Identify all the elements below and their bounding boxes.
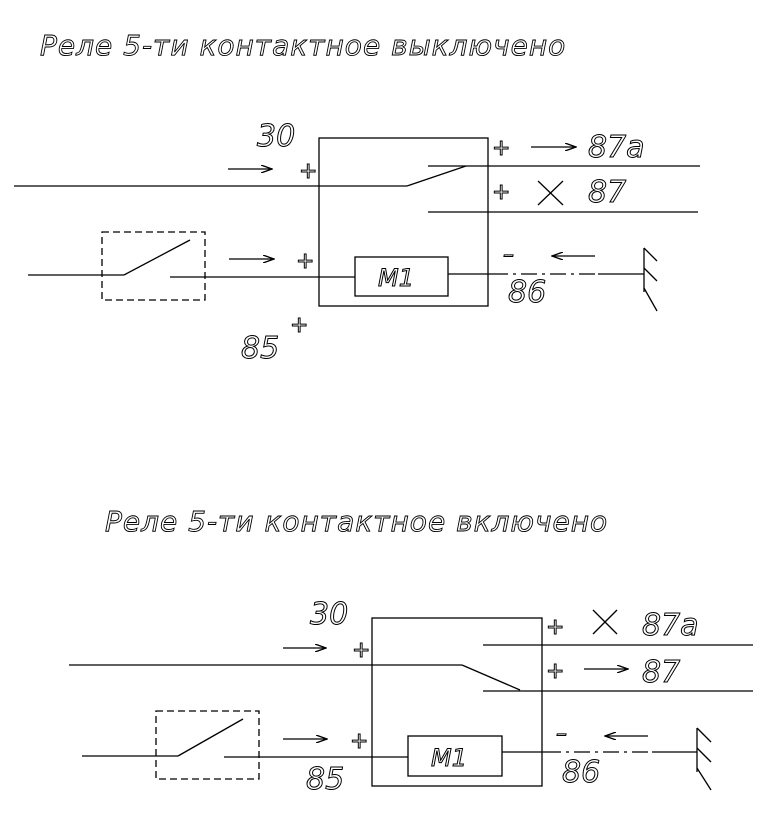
relay-on-ground-icon [697,728,711,790]
relay-off-plus-30: + [299,159,318,184]
relay-off-terminal-87a-label: 87a [588,130,645,165]
relay-on-ext-switch-blade [178,719,243,756]
relay-off-minus-86: – [503,243,514,268]
relay-on-coil-label: M1 [431,744,467,772]
relay-off-terminal-86-label: 86 [508,275,547,310]
relay-off-plus-85: + [290,313,309,338]
relay-on-switch-contact [462,665,520,690]
relay-on-terminal-30-label: 30 [310,597,349,632]
relay-off-coil-label: M1 [378,264,414,292]
relay-off-terminal-85-label: 85 [241,331,280,366]
relay-off-plus-87a: + [492,136,511,161]
relay-on-plus-30: + [352,638,371,663]
relay-on-diagram [69,505,753,797]
relay-on-terminal-87-label: 87 [642,655,681,690]
relay-on-plus-87a: + [546,615,565,640]
relay-off-terminal-30-label: 30 [257,119,296,154]
relay-off-terminal-87-label: 87 [588,175,627,210]
relay-off-switch-contact [407,166,466,186]
relay-off-cross-87 [538,181,563,205]
relay-on-terminal-87a-label: 87a [642,608,699,643]
relay-on-cross-87a [593,610,617,634]
relay-on-minus-86: – [556,722,567,747]
relay-off-plus-87: + [492,180,511,205]
relay-on-plus-87: + [546,659,565,684]
relay-on-ext-switch-box [156,711,259,779]
relay-off-ext-switch-blade [124,240,190,275]
relay-off-ground-icon [644,248,657,311]
relay-on-title: Реле 5-ти контактное включено [105,505,609,538]
relay-on-terminal-85-label: 85 [306,762,345,797]
relay-off-plus-85-in: + [296,249,315,274]
relay-on-terminal-86-label: 86 [562,755,601,790]
relay-on-plus-85-in: + [350,729,369,754]
relay-off-ext-switch-box [102,232,205,300]
relay-off-diagram [14,29,700,366]
relay-off-title: Реле 5-ти контактное выключено [40,29,567,62]
